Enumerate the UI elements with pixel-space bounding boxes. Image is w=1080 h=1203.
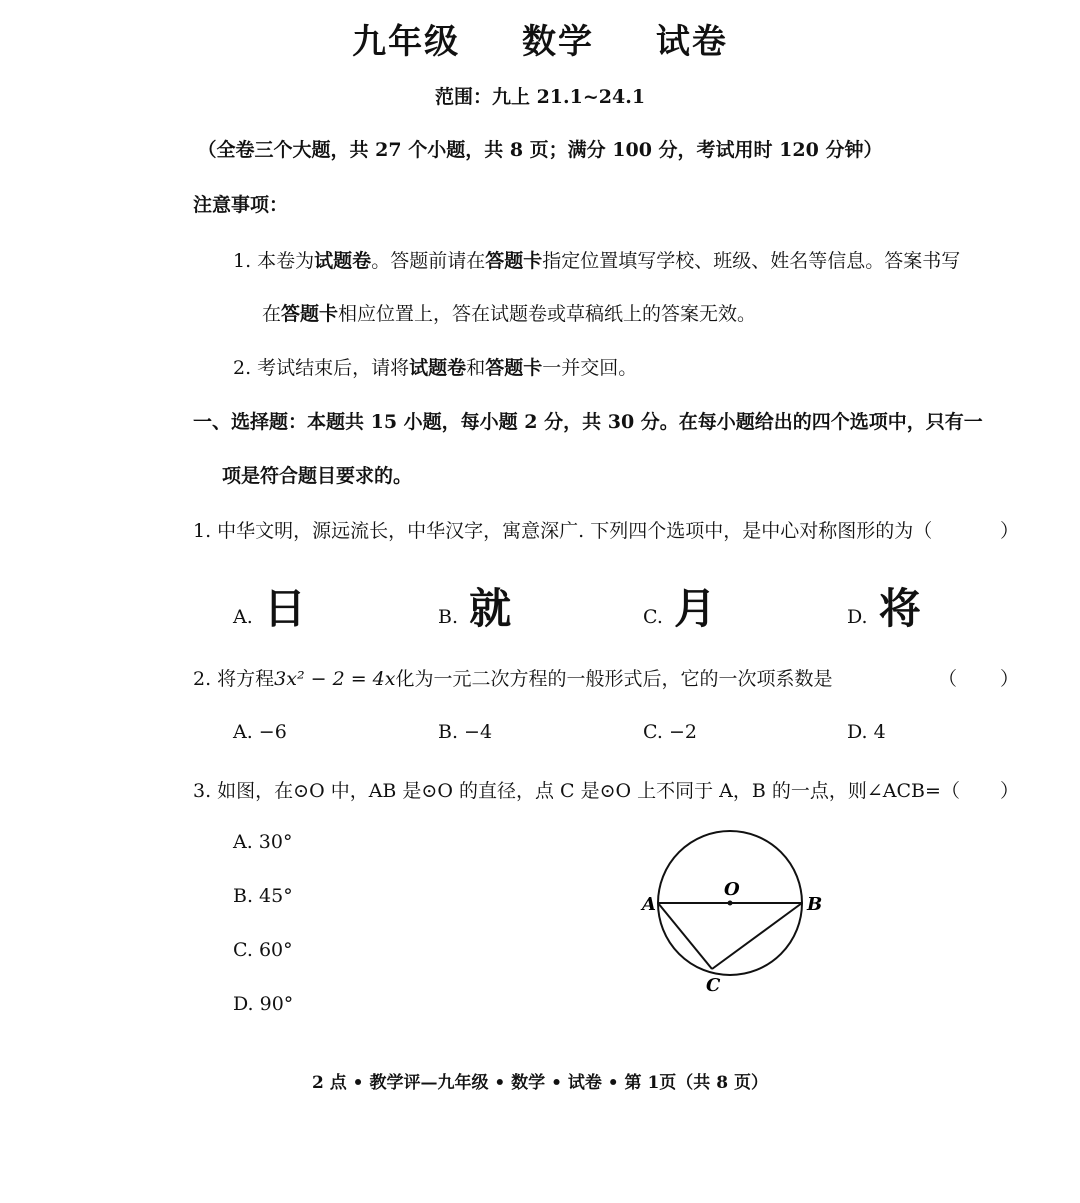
title-grade: 九年级 bbox=[352, 22, 461, 62]
section-1-heading: 一、选择题：本题共 15 小题，每小题 2 分，共 30 分。在每小题给出的四个选项中，只有一 bbox=[193, 411, 983, 433]
title-subject: 数学 bbox=[522, 22, 594, 62]
note-item-1: 1. 本卷为试题卷。答题前请在答题卡指定位置填写学校、班级、姓名等信息。答案书写 bbox=[233, 250, 961, 272]
q3-answer-close: ） bbox=[1000, 780, 1020, 802]
q1-option-a[interactable]: A. 日 bbox=[233, 584, 306, 633]
q1-stem: 1. 中华文明，源远流长，中华汉字，寓意深广. 下列四个选项中，是中心对称图形的为（ bbox=[193, 520, 933, 542]
notes-title: 注意事项： bbox=[193, 194, 289, 216]
q2-option-c[interactable]: C. −2 bbox=[643, 721, 697, 743]
q2-equation: 3x² − 2 = 4x bbox=[274, 668, 396, 690]
note-item-1-line-2: 在答题卡相应位置上，答在试题卷或草稿纸上的答案无效。 bbox=[262, 303, 757, 325]
q3-option-d[interactable]: D. 90° bbox=[233, 993, 294, 1015]
center-point-o bbox=[728, 901, 733, 906]
q2-answer-open: （ bbox=[938, 668, 958, 690]
note-item-2: 2. 考试结束后，请将试题卷和答题卡一并交回。 bbox=[233, 357, 638, 379]
q3-option-b[interactable]: B. 45° bbox=[233, 885, 293, 907]
q3-option-a[interactable]: A. 30° bbox=[233, 831, 293, 853]
page-title bbox=[0, 14, 1080, 63]
q2-stem: 2. 将方程3x² − 2 = 4x化为一元二次方程的一般形式后，它的一次项系数是 bbox=[193, 668, 833, 690]
label-a: A bbox=[642, 894, 656, 915]
section-1-heading-line-2: 项是符合题目要求的。 bbox=[222, 465, 413, 487]
q3-stem: 3. 如图，在⊙O 中，AB 是⊙O 的直径，点 C 是⊙O 上不同于 A，B 的一点，则∠ACB=（ bbox=[193, 780, 960, 802]
page-footer: 2 点 • 教学评—九年级 • 数学 • 试卷 • 第 1页（共 8 页） bbox=[312, 1073, 768, 1093]
q1-option-b[interactable]: B. 就 bbox=[438, 584, 512, 633]
q2-option-d[interactable]: D. 4 bbox=[847, 721, 886, 743]
label-o: O bbox=[724, 879, 740, 900]
label-b: B bbox=[807, 894, 823, 915]
q3-option-c[interactable]: C. 60° bbox=[233, 939, 293, 961]
label-c: C bbox=[706, 975, 721, 996]
q1-option-d[interactable]: D. 将 bbox=[847, 584, 921, 633]
exam-range: 范围：九上 21.1~24.1 bbox=[434, 86, 646, 108]
q3-circle-figure bbox=[636, 824, 836, 1004]
title-type: 试卷 bbox=[655, 22, 728, 62]
q2-option-a[interactable]: A. −6 bbox=[233, 721, 287, 743]
chord-bc bbox=[712, 903, 802, 969]
q2-answer-close: ） bbox=[1000, 668, 1020, 690]
q1-option-c[interactable]: C. 月 bbox=[643, 584, 717, 633]
q2-option-b[interactable]: B. −4 bbox=[438, 721, 493, 743]
exam-summary: （全卷三个大题，共 27 个小题，共 8 页；满分 100 分，考试用时 120 分钟） bbox=[197, 139, 883, 161]
q1-answer-close: ） bbox=[1000, 520, 1020, 542]
